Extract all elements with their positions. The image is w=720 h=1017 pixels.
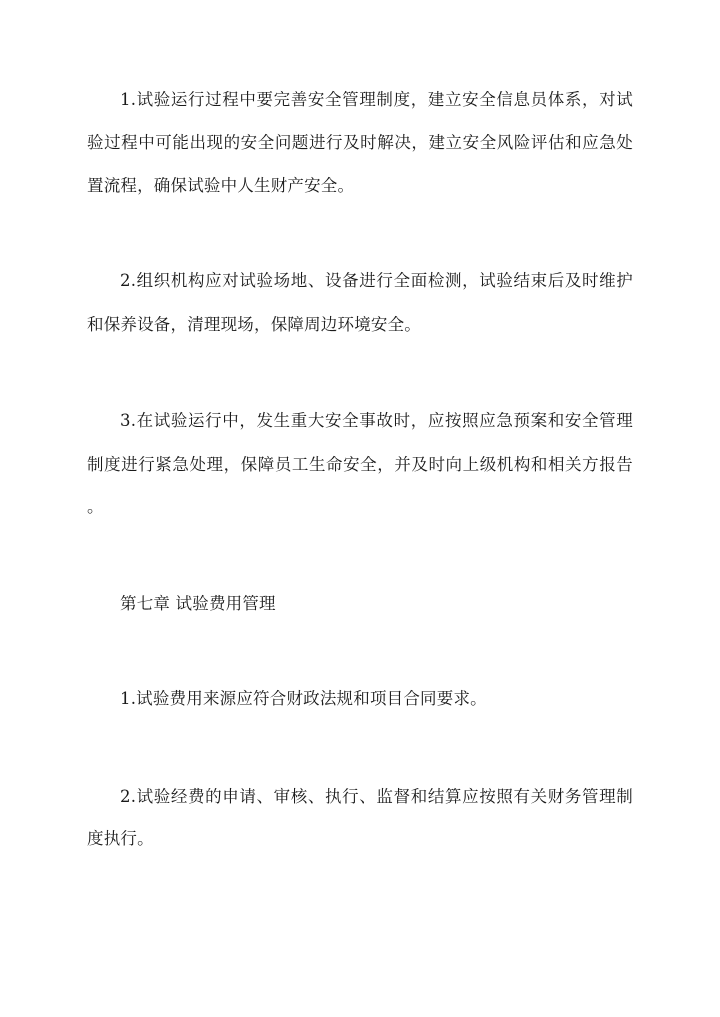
text-line: 2.组织机构应对试验场地、设备进行全面检测，试验结束后及时维护 [120, 271, 633, 290]
text-line: 制度进行紧急处理，保障员工生命安全，并及时向上级机构和相关方报告 [87, 455, 633, 474]
text-line: 1.试验费用来源应符合财政法规和项目合同要求。 [120, 689, 487, 708]
text-line: 2.试验经费的申请、审核、执行、监督和结算应按照有关财务管理制 [120, 787, 633, 806]
text-line: 3.在试验运行中，发生重大安全事故时，应按照应急预案和安全管理 [120, 411, 633, 430]
text-line: 。 [87, 497, 104, 516]
text-line: 1.试验运行过程中要完善安全管理制度，建立安全信息员体系，对试 [120, 90, 633, 109]
chapter-title: 第七章 试验费用管理 [120, 594, 276, 613]
text-line: 置流程，确保试验中人生财产安全。 [87, 176, 355, 195]
text-line: 度执行。 [87, 829, 154, 848]
text-line: 验过程中可能出现的安全问题进行及时解决，建立安全风险评估和应急处 [87, 133, 633, 152]
text-line: 和保养设备，清理现场，保障周边环境安全。 [87, 315, 421, 334]
